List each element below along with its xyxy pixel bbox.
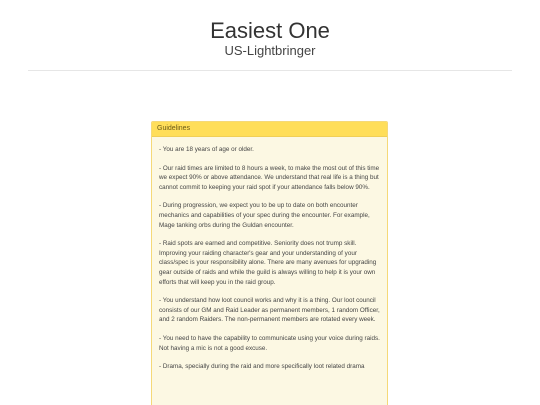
guideline-item: - You need to have the capability to communicate using your voice during raids. Not having a mic is not a good excuse. <box>159 334 380 352</box>
realm-subtitle: US-Lightbringer <box>224 43 316 58</box>
guild-name-title: Easiest One <box>210 18 330 43</box>
guideline-item: - Our raid times are limited to 8 hours a week, to make the most out of this time we expect 90% or above attendance. We understand that real life is a thing but cannot commit to keeping your raid spot if your attendance falls below 90%. <box>159 164 380 191</box>
guidelines-panel <box>151 121 388 405</box>
guideline-item: - You understand how loot council works and why it is a thing. Our loot council consists of our GM and Raid Leader as permanent members, 1 random Officer, and 2 random Raiders. The non-permanent members are rotated every week. <box>159 297 380 324</box>
guideline-item: - Raid spots are earned and competitive. Seniority does not trump skill. Improving your raiding character's gear and your understanding of your class/spec is your responsibility alone. There are many avenues for upgrading gear outside of raids and while the guild is always willing to help it is your own efforts that will keep you in the raid group. <box>159 240 377 286</box>
header-divider <box>28 70 512 71</box>
guidelines-heading: Guidelines <box>152 122 387 137</box>
guideline-item: - During progression, we expect you to be up to date on both encounter mechanics and capabilities of your spec during the encounter. For example, Mage tanking orbs during the Guldan encounter. <box>159 202 370 229</box>
guideline-item: - You are 18 years of age or older. <box>159 146 254 153</box>
guidelines-body <box>152 137 387 372</box>
guideline-item: - Drama, specially during the raid and more specifically loot related drama <box>159 363 365 371</box>
